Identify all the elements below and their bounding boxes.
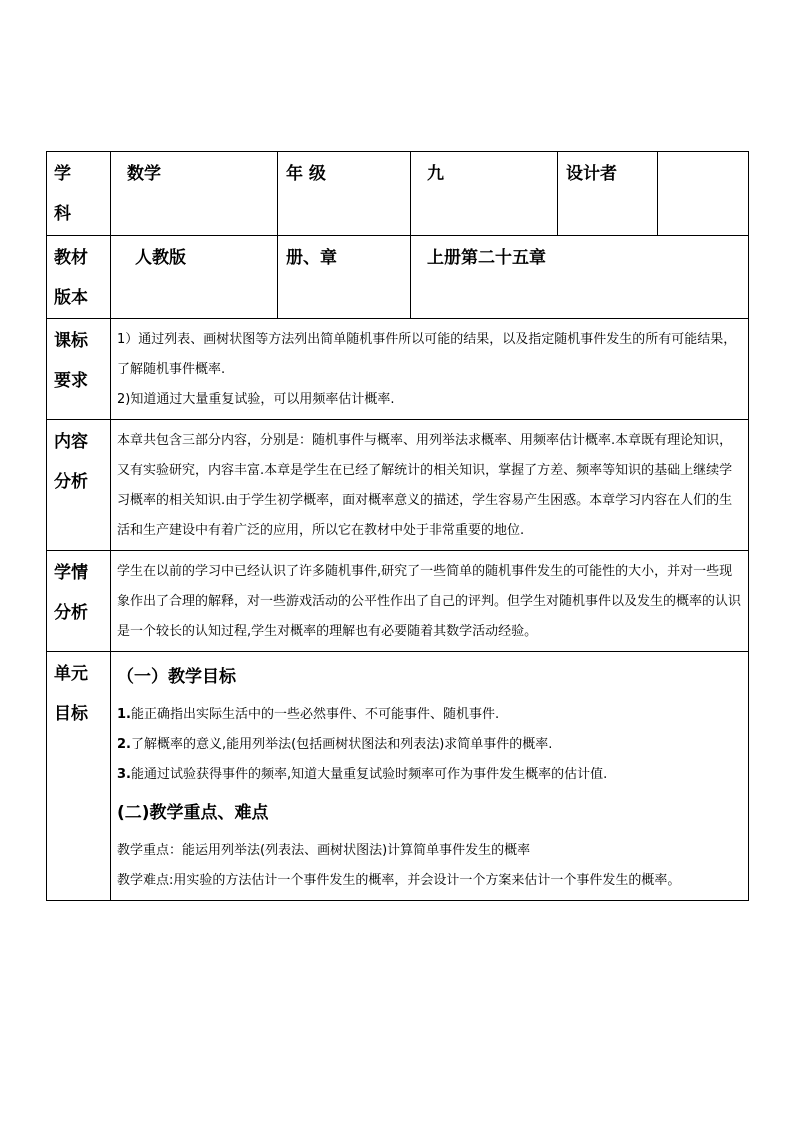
unit-goals-label	[47, 652, 111, 901]
goal-number-1: 1.	[117, 707, 131, 722]
unit-goals-label-line1: 单元	[54, 664, 88, 684]
designer-value	[658, 152, 749, 236]
subject-value: 数学	[111, 152, 278, 236]
edition-label-line1: 教材	[54, 248, 88, 268]
row-unit-goals	[47, 652, 749, 901]
key-point-text: 教学重点：能运用列举法(列表法、画树状图法)计算简单事件发生的概率	[117, 843, 531, 858]
unit-goals-label-line2: 目标	[54, 704, 88, 724]
row-content-analysis	[47, 420, 749, 551]
curriculum-item-2: 2)知道通过大量重复试验，可以用频率估计概率.	[117, 392, 395, 407]
row-edition	[47, 236, 749, 319]
row-student-analysis	[47, 551, 749, 652]
goal-number-3: 3.	[117, 767, 131, 782]
student-analysis-text	[111, 551, 749, 652]
goal-item-2	[117, 730, 744, 760]
content-analysis-label-line2: 分析	[54, 472, 88, 492]
key-difficulty-heading: (二)教学重点、难点	[117, 803, 269, 823]
unit-goals-content	[111, 652, 749, 901]
curriculum-text	[111, 319, 749, 420]
row-curriculum	[47, 319, 749, 420]
goal-text-2: 了解概率的意义,能用列举法(包括画树状图法和列表法)求简单事件的概率.	[130, 737, 553, 752]
subject-label	[47, 152, 111, 236]
content-analysis-label-line1: 内容	[54, 432, 88, 452]
student-analysis-paragraph: 学生在以前的学习中已经认识了许多随机事件,研究了一些简单的随机事件发生的可能性的大小，并对一些现象作出了合理的解释，对一些游戏活动的公平性作出了自己的评判。但学生对随机事件以及发生的概率的认识是一个较长的认知过程,学生对概率的理解也有必要随着其数学活动经验。	[117, 564, 742, 639]
goal-item-1	[117, 700, 744, 730]
teaching-goals-heading: （一）教学目标	[117, 667, 236, 687]
difficulty-text: 教学难点:用实验的方法估计一个事件发生的概率，并会设计一个方案来估计一个事件发生的概率。	[117, 873, 681, 888]
curriculum-item-1: 1）通过列表、画树状图等方法列出简单随机事件所以可能的结果，以及指定随机事件发生的所有可能结果，了解随机事件概率.	[117, 332, 737, 377]
content-analysis-text	[111, 420, 749, 551]
subject-label-line2: 科	[54, 204, 71, 224]
goal-text-3: 能通过试验获得事件的频率,知道大量重复试验时频率可作为事件发生概率的估计值.	[130, 767, 608, 782]
designer-label: 设计者	[558, 152, 658, 236]
curriculum-label-line1: 课标	[54, 331, 88, 351]
row-subject	[47, 152, 749, 236]
grade-label: 年 级	[278, 152, 411, 236]
edition-label-line2: 版本	[54, 288, 88, 308]
student-analysis-label-line1: 学情	[54, 563, 88, 583]
chapter-value: 上册第二十五章	[411, 236, 749, 319]
goal-text-1: 能正确指出实际生活中的一些必然事件、不可能事件、随机事件.	[130, 707, 500, 722]
goal-item-3	[117, 760, 744, 790]
goal-number-2: 2.	[117, 737, 131, 752]
curriculum-label	[47, 319, 111, 420]
grade-value: 九	[411, 152, 558, 236]
edition-value: 人教版	[111, 236, 278, 319]
curriculum-label-line2: 要求	[54, 371, 88, 391]
subject-label-line1: 学	[54, 164, 71, 184]
content-analysis-label	[47, 420, 111, 551]
content-analysis-paragraph: 本章共包含三部分内容，分别是：随机事件与概率、用列举法求概率、用频率估计概率.本章既有理论知识，又有实验研究，内容丰富.本章是学生在已经了解统计的相关知识，掌握了方差、频率等知识的基础上继续学习概率的相关知识.由于学生初学概率，面对概率意义的描述，学生容易产生困惑。本章学习内容在人们的生活和生产建设中有着广泛的应用，所以它在教材中处于非常重要的地位.	[117, 433, 733, 538]
lesson-design-table	[46, 151, 749, 901]
student-analysis-label	[47, 551, 111, 652]
student-analysis-label-line2: 分析	[54, 603, 88, 623]
chapter-label: 册、章	[278, 236, 411, 319]
edition-label	[47, 236, 111, 319]
